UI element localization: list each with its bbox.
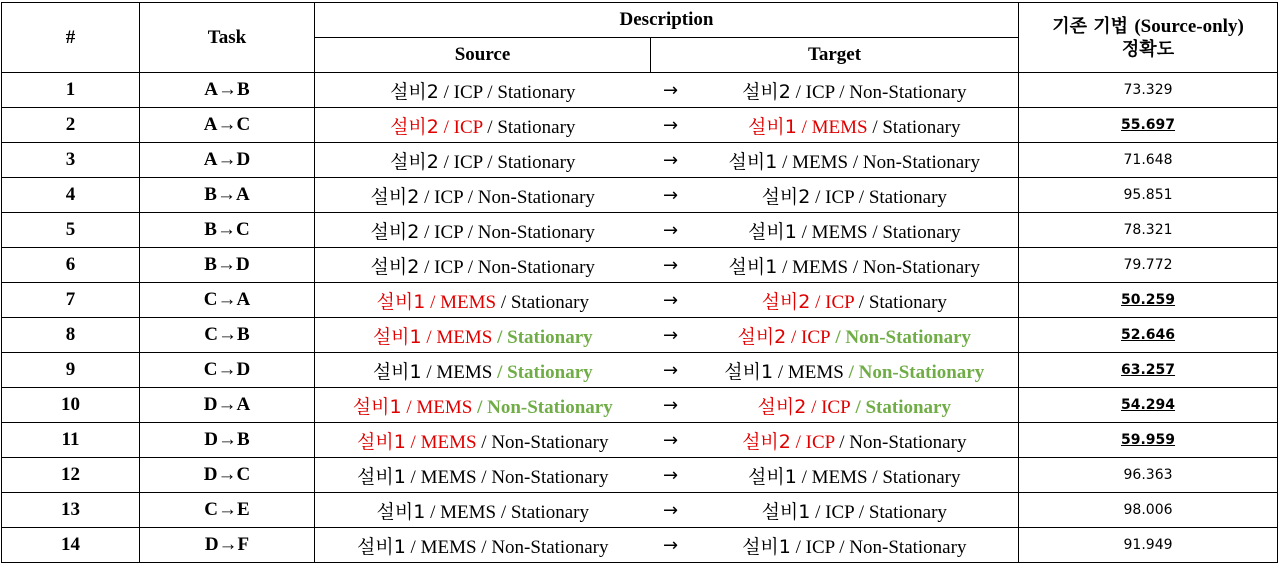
source-cell [315, 353, 651, 388]
table-row [2, 318, 1278, 353]
sensor-label: ICP [453, 151, 483, 173]
target-cell [691, 528, 1019, 563]
task-label: D→C [140, 458, 315, 493]
equipment-label: 설비2 [370, 255, 420, 278]
separator: / [401, 396, 417, 418]
separator: / [476, 431, 492, 453]
row-number: 8 [2, 318, 140, 353]
equipment-label: 설비1 [376, 290, 426, 313]
arrow-icon: → [651, 388, 691, 423]
arrow-icon: → [651, 73, 691, 108]
regime-label: Stationary [510, 501, 589, 523]
regime-label: Stationary [497, 81, 576, 103]
separator: / [834, 81, 850, 103]
equipment-label: 설비2 [390, 115, 439, 138]
separator: / [405, 431, 421, 453]
separator: / [843, 361, 859, 383]
equipment-label: 설비2 [737, 325, 787, 348]
regime-label: Stationary [497, 116, 576, 138]
separator: / [806, 396, 822, 418]
source-cell [315, 528, 651, 563]
sensor-label: ICP [825, 186, 855, 208]
separator: / [419, 221, 435, 243]
sensor-label: MEMS [416, 396, 473, 418]
regime-label: Stationary [507, 326, 593, 348]
target-cell [691, 178, 1019, 213]
separator: / [796, 466, 812, 488]
source-cell [315, 283, 651, 318]
header-task: Task [140, 3, 315, 73]
sensor-label: ICP [801, 326, 831, 348]
regime-label: Stationary [882, 116, 961, 138]
regime-label: Non-Stationary [858, 361, 985, 383]
regime-label: Non-Stationary [491, 431, 609, 453]
row-number: 3 [2, 143, 140, 178]
separator: / [463, 186, 478, 208]
regime-label: Non-Stationary [845, 326, 972, 348]
accuracy-value: 79.772 [1019, 248, 1278, 283]
header-num: # [2, 3, 140, 73]
equipment-label: 설비1 [372, 325, 422, 348]
row-number: 9 [2, 353, 140, 388]
table-row [2, 248, 1278, 283]
separator: / [482, 81, 498, 103]
arrow-icon: → [651, 528, 691, 563]
separator: / [463, 221, 478, 243]
regime-label: Non-Stationary [849, 431, 967, 453]
row-number: 11 [2, 423, 140, 458]
task-label: A→C [140, 108, 315, 143]
separator: / [425, 501, 441, 523]
separator: / [790, 431, 806, 453]
separator: / [867, 221, 883, 243]
header-accuracy-line2: 정확도 [1121, 38, 1175, 60]
separator: / [438, 151, 454, 173]
equipment-label: 설비1 [728, 150, 778, 173]
separator: / [405, 536, 421, 558]
row-number: 6 [2, 248, 140, 283]
equipment-label: 설비1 [748, 220, 797, 243]
separator: / [777, 256, 793, 278]
arrow-icon: → [651, 178, 691, 213]
sensor-label: ICP [805, 431, 835, 453]
separator: / [463, 256, 478, 278]
arrow-icon: → [651, 353, 691, 388]
equipment-label: 설비2 [742, 430, 791, 453]
header-description: Description [315, 3, 1019, 38]
regime-label: Non-Stationary [862, 256, 980, 278]
equipment-label: 설비2 [370, 185, 420, 208]
separator: / [419, 186, 435, 208]
arrow-icon: → [651, 248, 691, 283]
equipment-label: 설비2 [390, 150, 439, 173]
task-label: D→F [140, 528, 315, 563]
task-label: C→A [140, 283, 315, 318]
separator: / [425, 291, 441, 313]
separator: / [405, 466, 421, 488]
sensor-label: ICP [805, 536, 835, 558]
target-cell [691, 423, 1019, 458]
separator: / [482, 151, 498, 173]
regime-label: Non-Stationary [487, 396, 613, 418]
equipment-label: 설비2 [757, 395, 807, 418]
arrow-icon: → [651, 283, 691, 318]
sensor-label: MEMS [792, 256, 849, 278]
sensor-label: MEMS [420, 431, 477, 453]
sensor-label: MEMS [811, 221, 868, 243]
sensor-label: MEMS [440, 501, 497, 523]
accuracy-value: 91.949 [1019, 528, 1278, 563]
accuracy-value: 52.646 [1019, 318, 1278, 353]
sensor-label: ICP [434, 221, 463, 243]
separator: / [482, 116, 498, 138]
separator: / [438, 116, 454, 138]
source-cell [315, 248, 651, 283]
sensor-label: ICP [825, 291, 855, 313]
arrow-icon: → [651, 318, 691, 353]
target-cell [691, 458, 1019, 493]
separator: / [790, 536, 806, 558]
regime-label: Non-Stationary [862, 151, 980, 173]
sensor-label: MEMS [787, 361, 844, 383]
accuracy-value: 78.321 [1019, 213, 1278, 248]
row-number: 4 [2, 178, 140, 213]
sensor-label: ICP [453, 81, 483, 103]
source-cell [315, 458, 651, 493]
separator: / [830, 326, 846, 348]
table-row [2, 388, 1278, 423]
sensor-label: ICP [825, 501, 855, 523]
equipment-label: 설비2 [761, 290, 811, 313]
table-row [2, 108, 1278, 143]
equipment-label: 설비1 [724, 360, 774, 383]
equipment-label: 설비1 [357, 430, 406, 453]
regime-label: Non-Stationary [849, 536, 967, 558]
sensor-label: ICP [434, 256, 463, 278]
sensor-label: ICP [434, 186, 463, 208]
separator: / [472, 396, 488, 418]
target-cell [691, 388, 1019, 423]
source-cell [315, 213, 651, 248]
table-body [2, 73, 1278, 563]
sensor-label: MEMS [792, 151, 849, 173]
target-cell [691, 283, 1019, 318]
task-label: D→A [140, 388, 315, 423]
table-row [2, 213, 1278, 248]
source-cell [315, 178, 651, 213]
separator: / [476, 466, 492, 488]
separator: / [421, 361, 437, 383]
arrow-icon: → [651, 423, 691, 458]
equipment-label: 설비2 [742, 80, 791, 103]
equipment-label: 설비2 [370, 220, 420, 243]
regime-label: Non-Stationary [477, 186, 595, 208]
equipment-label: 설비1 [357, 535, 406, 558]
target-cell [691, 143, 1019, 178]
regime-label: Non-Stationary [849, 81, 967, 103]
separator: / [773, 361, 788, 383]
row-number: 1 [2, 73, 140, 108]
separator: / [786, 326, 802, 348]
separator: / [854, 291, 869, 313]
task-label: B→A [140, 178, 315, 213]
sensor-label: MEMS [420, 536, 477, 558]
separator: / [848, 256, 863, 278]
regime-label: Stationary [865, 396, 951, 418]
header-source: Source [315, 38, 651, 73]
accuracy-value: 54.294 [1019, 388, 1278, 423]
task-label: C→D [140, 353, 315, 388]
target-cell [691, 248, 1019, 283]
target-cell [691, 493, 1019, 528]
separator: / [810, 501, 826, 523]
separator: / [476, 536, 492, 558]
row-number: 2 [2, 108, 140, 143]
separator: / [854, 186, 869, 208]
header-accuracy-en: (Source-only) [1134, 15, 1244, 37]
header-target: Target [651, 38, 1019, 73]
arrow-icon: → [651, 458, 691, 493]
regime-label: Stationary [510, 291, 589, 313]
accuracy-value: 71.648 [1019, 143, 1278, 178]
task-label: C→B [140, 318, 315, 353]
source-cell [315, 143, 651, 178]
task-label: A→B [140, 73, 315, 108]
separator: / [867, 116, 883, 138]
arrow-icon: → [651, 213, 691, 248]
target-cell [691, 108, 1019, 143]
separator: / [492, 361, 508, 383]
regime-label: Non-Stationary [477, 221, 595, 243]
equipment-label: 설비1 [748, 465, 797, 488]
task-label: B→C [140, 213, 315, 248]
regime-label: Non-Stationary [491, 536, 609, 558]
equipment-label: 설비1 [742, 535, 791, 558]
task-label: D→B [140, 423, 315, 458]
task-label: B→D [140, 248, 315, 283]
sensor-label: MEMS [440, 291, 497, 313]
arrow-icon: → [651, 493, 691, 528]
target-cell [691, 318, 1019, 353]
row-number: 13 [2, 493, 140, 528]
target-cell [691, 73, 1019, 108]
target-cell [691, 353, 1019, 388]
row-number: 12 [2, 458, 140, 493]
row-number: 10 [2, 388, 140, 423]
equipment-label: 설비1 [748, 115, 797, 138]
equipment-label: 설비1 [761, 500, 811, 523]
separator: / [834, 431, 850, 453]
separator: / [854, 501, 869, 523]
row-number: 7 [2, 283, 140, 318]
separator: / [796, 221, 812, 243]
task-label: A→D [140, 143, 315, 178]
target-cell [691, 213, 1019, 248]
separator: / [438, 81, 454, 103]
regime-label: Non-Stationary [477, 256, 595, 278]
sensor-label: ICP [805, 81, 835, 103]
table-row [2, 493, 1278, 528]
accuracy-value: 96.363 [1019, 458, 1278, 493]
sensor-label: ICP [821, 396, 851, 418]
accuracy-value: 95.851 [1019, 178, 1278, 213]
header-accuracy [1019, 3, 1278, 73]
equipment-label: 설비1 [357, 465, 406, 488]
row-number: 14 [2, 528, 140, 563]
separator: / [496, 501, 511, 523]
equipment-label: 설비2 [761, 185, 811, 208]
equipment-label: 설비2 [390, 80, 439, 103]
separator: / [848, 151, 863, 173]
regime-label: Stationary [497, 151, 576, 173]
separator: / [796, 116, 812, 138]
source-cell [315, 73, 651, 108]
table-row [2, 353, 1278, 388]
equipment-label: 설비1 [376, 500, 426, 523]
accuracy-value: 63.257 [1019, 353, 1278, 388]
regime-label: Non-Stationary [491, 466, 609, 488]
table-row [2, 423, 1278, 458]
source-cell [315, 318, 651, 353]
separator: / [492, 326, 508, 348]
separator: / [810, 291, 826, 313]
sensor-label: MEMS [436, 326, 493, 348]
task-label: C→E [140, 493, 315, 528]
source-cell [315, 388, 651, 423]
separator: / [867, 466, 883, 488]
table-row [2, 458, 1278, 493]
separator: / [810, 186, 826, 208]
separator: / [421, 326, 437, 348]
source-cell [315, 493, 651, 528]
separator: / [790, 81, 806, 103]
accuracy-value: 50.259 [1019, 283, 1278, 318]
arrow-icon: → [651, 108, 691, 143]
accuracy-value: 98.006 [1019, 493, 1278, 528]
sensor-label: MEMS [436, 361, 493, 383]
sensor-label: ICP [453, 116, 483, 138]
arrow-icon: → [651, 143, 691, 178]
separator: / [777, 151, 793, 173]
equipment-label: 설비1 [372, 360, 422, 383]
regime-label: Stationary [507, 361, 593, 383]
table-row [2, 143, 1278, 178]
separator: / [834, 536, 850, 558]
table-row [2, 73, 1278, 108]
separator: / [496, 291, 511, 313]
header-accuracy-ko: 기존 기법 [1052, 15, 1129, 37]
accuracy-value: 73.329 [1019, 73, 1278, 108]
regime-label: Stationary [882, 466, 961, 488]
accuracy-value: 59.959 [1019, 423, 1278, 458]
sensor-label: MEMS [811, 116, 868, 138]
source-cell [315, 108, 651, 143]
equipment-label: 설비1 [352, 395, 402, 418]
table-row [2, 283, 1278, 318]
accuracy-value: 55.697 [1019, 108, 1278, 143]
separator: / [850, 396, 866, 418]
row-number: 5 [2, 213, 140, 248]
regime-label: Stationary [868, 501, 947, 523]
table-row [2, 178, 1278, 213]
regime-label: Stationary [882, 221, 961, 243]
regime-label: Stationary [868, 291, 947, 313]
sensor-label: MEMS [811, 466, 868, 488]
source-cell [315, 423, 651, 458]
separator: / [419, 256, 435, 278]
comparison-table [1, 2, 1278, 563]
regime-label: Stationary [868, 186, 947, 208]
table-row [2, 528, 1278, 563]
equipment-label: 설비1 [728, 255, 778, 278]
sensor-label: MEMS [420, 466, 477, 488]
